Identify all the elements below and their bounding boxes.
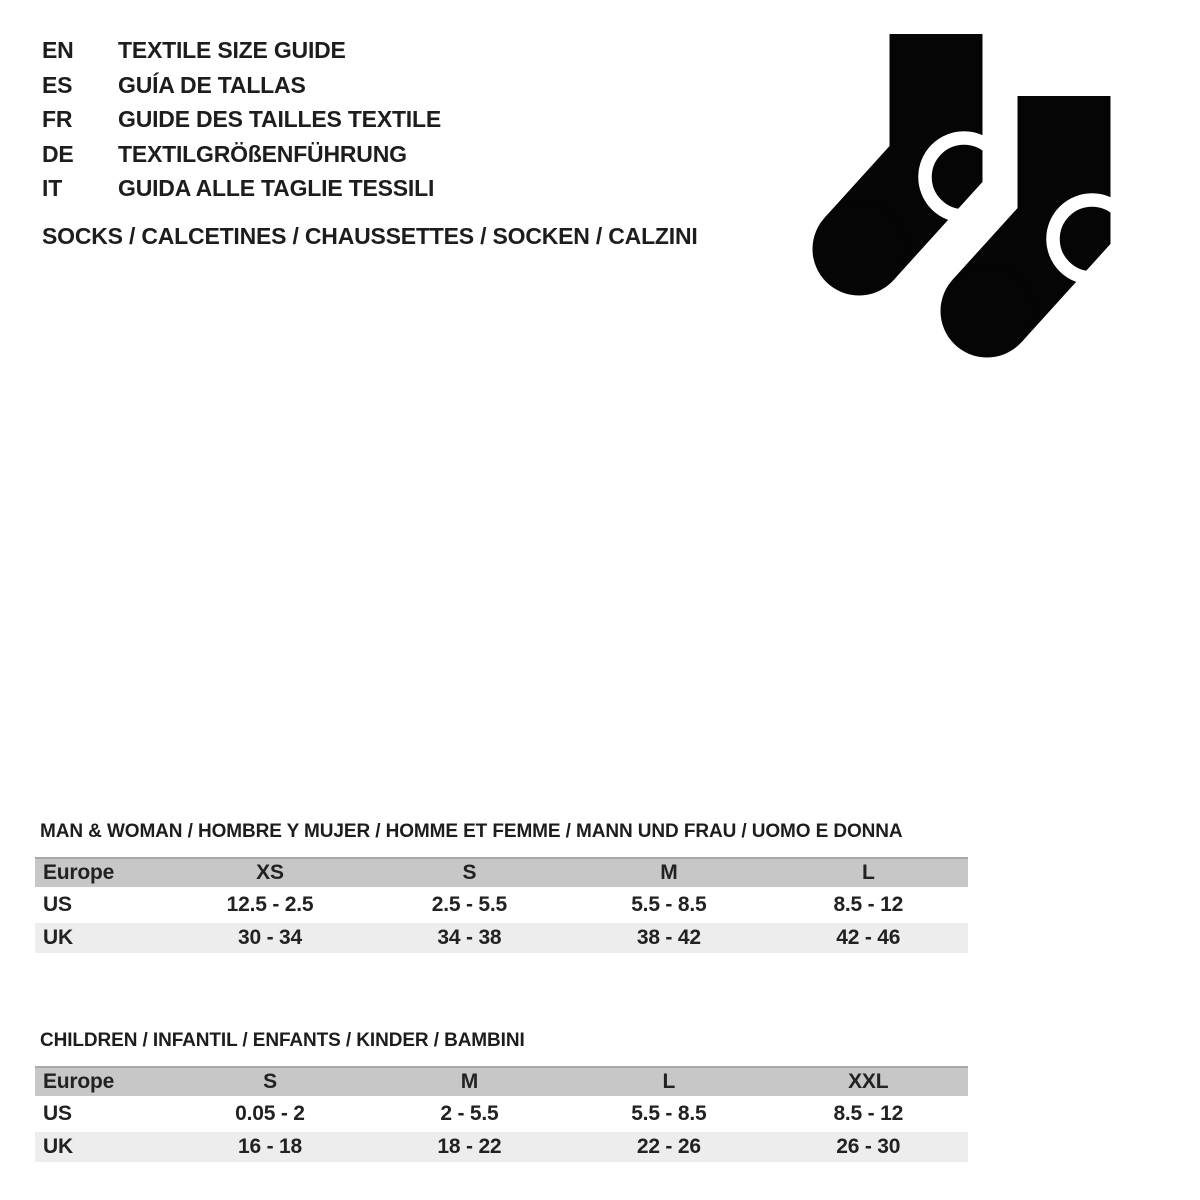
language-code: DE [42, 140, 74, 167]
header-cell-size: S [263, 1070, 277, 1093]
header-cell-size: M [660, 861, 678, 884]
size-value: 16 - 18 [238, 1135, 302, 1158]
header-cell-size: L [861, 861, 875, 884]
table-header-row [35, 1066, 968, 1096]
size-table-man-woman [35, 857, 968, 956]
socks-icon [808, 34, 1143, 364]
row-label: UK [43, 1135, 73, 1158]
size-value: 26 - 30 [836, 1135, 901, 1158]
language-label: GUIDA ALLE TAGLIE TESSILI [118, 175, 435, 201]
category-title: SOCKS / CALCETINES / CHAUSSETTES / SOCKEN / CALZINI [42, 223, 698, 249]
size-value: 8.5 - 12 [833, 893, 904, 916]
table-row-uk [35, 923, 968, 953]
table-row-us [35, 1099, 968, 1129]
language-row [42, 137, 441, 172]
header-cell-region: Europe [43, 1070, 115, 1093]
size-value: 5.5 - 8.5 [631, 1102, 707, 1125]
size-value: 0.05 - 2 [235, 1102, 305, 1125]
language-label: TEXTILGRÖßENFÜHRUNG [118, 140, 407, 167]
language-code: FR [42, 106, 73, 132]
size-value: 22 - 26 [636, 1135, 701, 1158]
row-label: US [43, 893, 72, 916]
row-label: US [43, 1102, 72, 1125]
size-table-children [35, 1066, 968, 1165]
language-row [42, 33, 441, 68]
size-value: 8.5 - 12 [833, 1102, 904, 1125]
size-value: 5.5 - 8.5 [631, 893, 707, 916]
header-cell-region: Europe [43, 861, 115, 884]
table-row-uk [35, 1132, 968, 1162]
language-list [42, 33, 441, 206]
header-cell-size: S [462, 861, 477, 884]
language-label: GUÍA DE TALLAS [118, 71, 306, 98]
table-title-children: CHILDREN / INFANTIL / ENFANTS / KINDER / BAMBINI [40, 1030, 525, 1051]
language-code: IT [42, 175, 63, 201]
header-cell-size: M [460, 1070, 479, 1093]
language-code: EN [42, 37, 74, 63]
size-value: 42 - 46 [836, 926, 901, 949]
header-cell-size: XXL [848, 1070, 889, 1093]
size-value: 12.5 - 2.5 [226, 893, 314, 916]
language-code: ES [42, 71, 73, 98]
size-value: 2.5 - 5.5 [431, 893, 508, 916]
size-value: 30 - 34 [238, 926, 302, 949]
size-value: 18 - 22 [437, 1135, 502, 1158]
language-row [42, 68, 441, 103]
header-cell-size: XS [256, 861, 284, 884]
size-value: 38 - 42 [636, 926, 701, 949]
language-row [42, 102, 441, 137]
size-value: 2 - 5.5 [440, 1102, 499, 1125]
language-label: GUIDE DES TAILLES TEXTILE [118, 106, 441, 132]
language-label: TEXTILE SIZE GUIDE [118, 37, 346, 63]
row-label: UK [43, 926, 73, 949]
table-row-us [35, 890, 968, 920]
header-cell-size: L [662, 1070, 676, 1093]
table-header-row [35, 857, 968, 887]
language-row [42, 171, 441, 206]
table-title-man-woman: MAN & WOMAN / HOMBRE Y MUJER / HOMME ET FEMME / MANN UND FRAU / UOMO E DONNA [40, 821, 903, 842]
size-value: 34 - 38 [437, 926, 502, 949]
